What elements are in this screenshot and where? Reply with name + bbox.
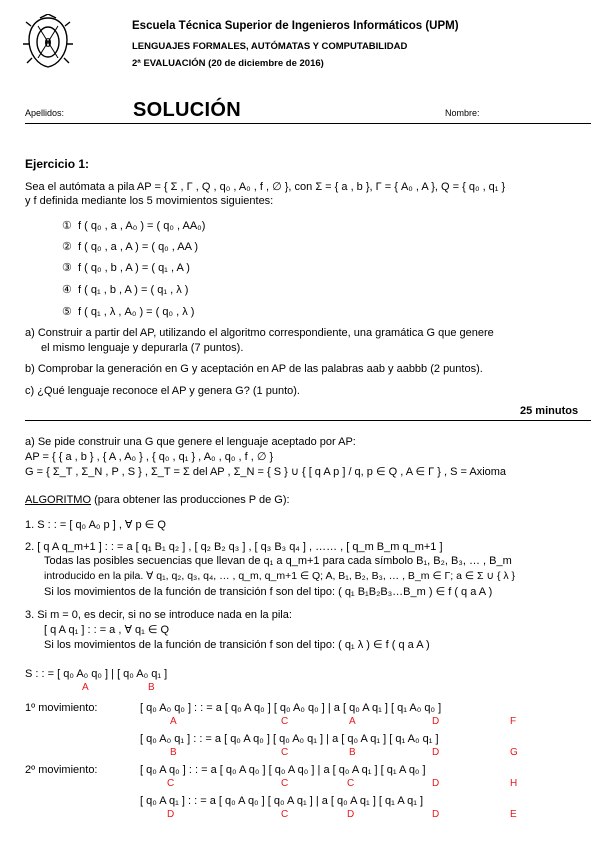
axiom-label-a: A xyxy=(82,682,89,693)
m2r2-label-4: D xyxy=(432,809,440,820)
section-rule xyxy=(25,420,591,421)
nombre-label: Nombre: xyxy=(445,108,480,118)
upm-logo xyxy=(22,14,74,73)
algorithm-step-3-3: Si los movimientos de la función de transición f son del tipo: ( q₁ λ ) ∈ f ( q a A ) xyxy=(44,639,430,651)
move-1: ① f ( q₀ , a , A₀ ) = ( q₀ , AA₀) xyxy=(62,220,206,232)
exercise-title: Ejercicio 1: xyxy=(25,157,90,171)
m2r1-label-5: H xyxy=(510,778,518,789)
algorithm-step-3-1: 3. Si m = 0, es decir, si no se introduce nada en la pila: xyxy=(25,609,292,621)
m2r1-label-4: D xyxy=(432,778,440,789)
m1r1-label-3: A xyxy=(349,716,356,727)
movement-2-label: 2º movimiento: xyxy=(25,764,98,776)
question-a-1: a) Construir a partir del AP, utilizando el algoritmo correspondiente, una gramática G que genere xyxy=(25,327,494,339)
m1r2-label-2: C xyxy=(281,747,289,758)
m2r1-label-3: C xyxy=(347,778,355,789)
algorithm-step-2-3: introducido en la pila. ∀ q₁, q₂, q₃, q₄, … , q_m, q_m+1 ∈ Q; A, B₁, B₂, B₃, … , B_m ∈ Γ; a ∈ Σ ∪ { λ } xyxy=(44,570,516,582)
algorithm-step-2-4: Si los movimientos de la función de transición f son del tipo: ( q₁ B₁B₂B₃…B_m ) ∈ f ( q a A ) xyxy=(44,586,493,598)
m2r2-label-1: D xyxy=(167,809,175,820)
apellidos-label: Apellidos: xyxy=(25,108,65,118)
solution-a-intro: a) Se pide construir una G que genere el lenguaje aceptado por AP: xyxy=(25,436,356,448)
axiom-label-b: B xyxy=(148,682,155,693)
m1r2-label-5: G xyxy=(510,747,518,758)
movement-2-rule-1: [ q₀ A q₀ ] : : = a [ q₀ A q₀ ] [ q₀ A q₀ ] | a [ q₀ A q₁ ] [ q₁ A q₀ ] xyxy=(140,764,426,776)
axiom-rule: S : : = [ q₀ A₀ q₀ ] | [ q₀ A₀ q₁ ] xyxy=(25,668,168,680)
algorithm-step-2-1: 2. [ q A q_m+1 ] : : = a [ q₁ B₁ q₂ ] , [ q₂ B₂ q₃ ] , [ q₃ B₃ q₄ ] , …… , [ q_m B_m q_m+1 ] xyxy=(25,541,443,553)
ap-definition: AP = { { a , b } , { A , A₀ } , { q₀ , q₁ } , A₀ , q₀ , f , ∅ } xyxy=(25,451,274,463)
move-5: ⑤ f ( q₁ , λ , A₀ ) = ( q₀ , λ ) xyxy=(62,306,195,318)
m2r2-label-5: E xyxy=(510,809,517,820)
movement-1-rule-2: [ q₀ A₀ q₁ ] : : = a [ q₀ A q₀ ] [ q₀ A₀ q₁ ] | a [ q₀ A q₁ ] [ q₁ A₀ q₁ ] xyxy=(140,733,439,745)
header-rule xyxy=(25,123,591,124)
algorithm-step-1: 1. S : : = [ q₀ A₀ p ] , ∀ p ∈ Q xyxy=(25,519,166,531)
algorithm-step-2-2: Todas las posibles secuencias que llevan de q₁ a q_m+1 para cada símbolo B₁, B₂, B₃, … , B_m xyxy=(44,555,512,567)
g-definition: G = { Σ_T , Σ_N , P , S } , Σ_T = Σ del AP , Σ_N = { S } ∪ { [ q A p ] / q, p ∈ Q , A ∈ Γ } , S = Axioma xyxy=(25,466,507,478)
movement-1-rule-1: [ q₀ A₀ q₀ ] : : = a [ q₀ A q₀ ] [ q₀ A₀ q₀ ] | a [ q₀ A q₁ ] [ q₁ A₀ q₀ ] xyxy=(140,702,442,714)
move-3: ③ f ( q₀ , b , A ) = ( q₁ , A ) xyxy=(62,262,190,274)
question-c: c) ¿Qué lenguaje reconoce el AP y genera G? (1 punto). xyxy=(25,385,300,397)
move-4: ④ f ( q₁ , b , A ) = ( q₁ , λ ) xyxy=(62,284,189,296)
svg-text:0: 0 xyxy=(44,36,52,51)
m2r2-label-3: D xyxy=(347,809,355,820)
m1r2-label-4: D xyxy=(432,747,440,758)
m2r2-label-2: C xyxy=(281,809,289,820)
m1r2-label-3: B xyxy=(349,747,356,758)
question-b: b) Comprobar la generación en G y aceptación en AP de las palabras aab y aabbb (2 puntos). xyxy=(25,363,483,375)
m1r1-label-5: F xyxy=(510,716,517,727)
algorithm-step-3-2: [ q A q₁ ] : : = a , ∀ q₁ ∈ Q xyxy=(44,624,170,636)
m2r1-label-1: C xyxy=(167,778,175,789)
movement-1-label: 1º movimiento: xyxy=(25,702,98,714)
m2r1-label-2: C xyxy=(281,778,289,789)
exam-name: 2ª EVALUACIÓN (20 de diciembre de 2016) xyxy=(132,58,324,69)
time-limit: 25 minutos xyxy=(520,405,579,417)
question-a-2: el mismo lenguaje y depurarla (7 puntos). xyxy=(41,342,244,354)
school-name: Escuela Técnica Superior de Ingenieros Informáticos (UPM) xyxy=(132,20,459,32)
movement-2-rule-2: [ q₀ A q₁ ] : : = a [ q₀ A q₀ ] [ q₀ A q₁ ] | a [ q₀ A q₁ ] [ q₁ A q₁ ] xyxy=(140,795,424,807)
m1r1-label-2: C xyxy=(281,716,289,727)
m1r1-label-4: D xyxy=(432,716,440,727)
algorithm-heading: ALGORITMO (para obtener las producciones P de G): xyxy=(25,494,290,506)
exercise-intro-2: y f definida mediante los 5 movimientos siguientes: xyxy=(25,195,274,207)
solution-title: SOLUCIÓN xyxy=(133,99,241,121)
course-name: LENGUAJES FORMALES, AUTÓMATAS Y COMPUTABILIDAD xyxy=(132,41,408,52)
m1r2-label-1: B xyxy=(170,747,177,758)
move-2: ② f ( q₀ , a , A ) = ( q₀ , AA ) xyxy=(62,241,199,253)
m1r1-label-1: A xyxy=(170,716,177,727)
exercise-intro-1: Sea el autómata a pila AP = { Σ , Γ , Q , q₀ , A₀ , f , ∅ }, con Σ = { a , b }, Γ = { A₀ , A }, Q = { q₀ , q₁ } xyxy=(25,181,506,193)
